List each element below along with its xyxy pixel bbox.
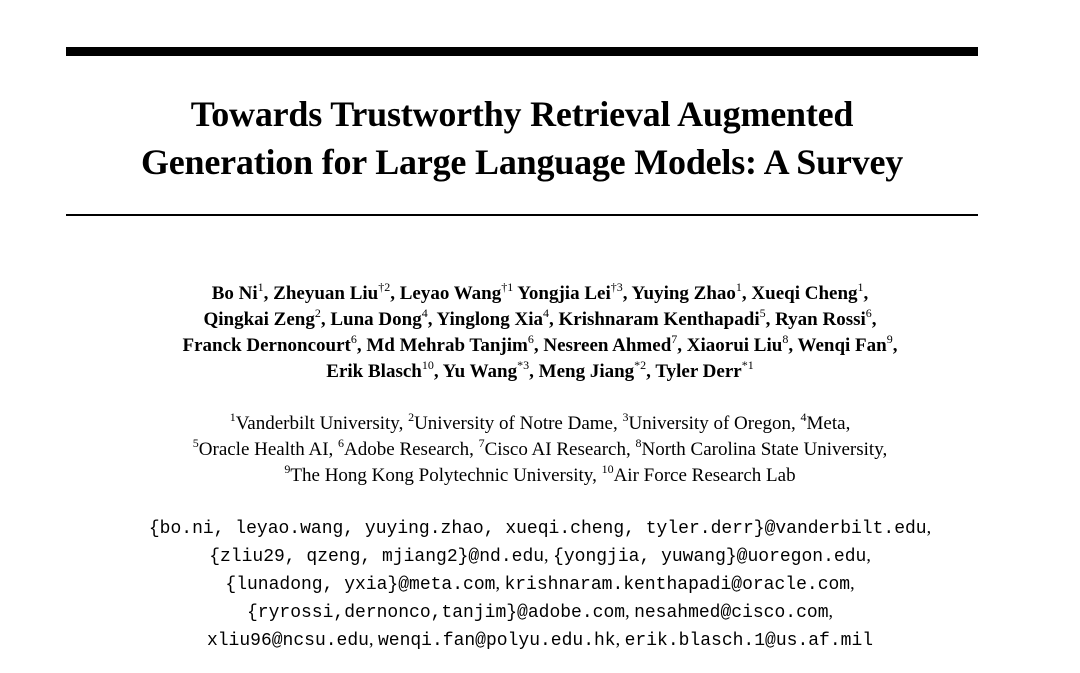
author-name: Yinglong Xia (436, 309, 543, 330)
affiliation-number: 8 (635, 435, 642, 450)
author-name: Tyler Derr (655, 361, 742, 382)
affiliation-name: University of Oregon (628, 413, 792, 434)
author-affiliation-mark: †3 (610, 279, 623, 294)
separator: , (788, 335, 798, 356)
author-name: Qingkai Zeng (203, 309, 315, 330)
author-name: Franck Dernoncourt (182, 335, 351, 356)
author-line (40, 333, 1040, 359)
separator: , (427, 309, 437, 330)
affiliation-name: North Carolina State University (641, 439, 883, 460)
email-line (40, 542, 1040, 570)
author-name: Krishnaram Kenthapadi (558, 309, 760, 330)
email-address: {yongjia, yuwang}@uoregon.edu (553, 547, 867, 567)
author-name: Wenqi Fan (797, 335, 887, 356)
author-affiliation-mark: 6 (350, 331, 357, 346)
author-affiliation-mark: 9 (886, 331, 893, 346)
separator: , (390, 283, 400, 304)
affiliation-name: Vanderbilt University (235, 413, 399, 434)
author-name: Zheyuan Liu (273, 283, 379, 304)
author-affiliation-mark: 1 (257, 279, 264, 294)
author-name: Xueqi Cheng (751, 283, 858, 304)
separator: , (863, 283, 869, 304)
email-address: krishnaram.kenthapadi@oracle.com (504, 575, 851, 595)
email-address: erik.blasch.1@us.af.mil (624, 631, 874, 651)
separator: , (882, 439, 888, 460)
affiliation-name: Cisco AI Research (484, 439, 626, 460)
affiliation-number: 4 (800, 409, 807, 424)
separator: , (398, 413, 409, 434)
affiliation-number: 5 (192, 435, 199, 450)
author-affiliation-mark: 7 (671, 331, 678, 346)
author-affiliation-mark: 1 (857, 279, 864, 294)
separator: , (677, 335, 687, 356)
separator: , (592, 465, 602, 486)
affiliation-number: 10 (601, 461, 614, 476)
separator: , (926, 517, 932, 537)
separator: , (622, 283, 632, 304)
separator: , (433, 361, 443, 382)
separator: , (791, 413, 801, 434)
separator: , (828, 601, 833, 621)
affiliation-line (40, 411, 1040, 437)
separator: , (615, 629, 625, 649)
email-address: {zliu29, qzeng, mjiang2}@nd.edu (209, 547, 545, 567)
separator: , (612, 413, 623, 434)
affiliation-line (40, 437, 1040, 463)
separator: , (469, 439, 479, 460)
separator: , (356, 335, 367, 356)
separator: , (533, 335, 544, 356)
email-line (40, 570, 1040, 598)
author-affiliation-mark: †2 (378, 279, 391, 294)
affiliation-name: Adobe Research (344, 439, 470, 460)
separator: , (646, 361, 656, 382)
separator: , (765, 309, 776, 330)
email-address: wenqi.fan@polyu.edu.hk (377, 631, 616, 651)
author-line (40, 359, 1040, 385)
separator: , (320, 309, 331, 330)
email-line (40, 626, 1040, 654)
author-affiliation-mark: 6 (527, 331, 534, 346)
separator: , (544, 545, 554, 565)
author-affiliation-mark: 6 (865, 305, 872, 320)
author-affiliation-mark: *2 (634, 357, 647, 372)
author-affiliation-mark: 2 (314, 305, 321, 320)
author-name: Md Mehrab Tanjim (366, 335, 528, 356)
author-affiliation-mark: 4 (421, 305, 428, 320)
author-name: Bo Ni (211, 283, 258, 304)
author-name: Xiaorui Liu (686, 335, 783, 356)
author-affiliation-mark: *1 (741, 357, 754, 372)
author-name: Nesreen Ahmed (543, 335, 672, 356)
author-affiliation-mark: 5 (759, 305, 766, 320)
affiliation-name: Air Force Research Lab (613, 465, 796, 486)
affiliation-number: 3 (622, 409, 629, 424)
separator: , (892, 335, 898, 356)
title-line-1: Towards Trustworthy Retrieval Augmented (190, 94, 854, 134)
email-address: xliu96@ncsu.edu (206, 631, 369, 651)
author-line (40, 307, 1040, 333)
author-affiliation-mark: 10 (421, 357, 434, 372)
author-affiliation-mark: †1 (501, 279, 514, 294)
separator: , (850, 573, 855, 593)
affiliation-name: Meta (806, 413, 846, 434)
top-rule (66, 47, 978, 56)
separator: , (625, 601, 635, 621)
affiliation-number: 7 (478, 435, 485, 450)
email-address: {bo.ni, leyao.wang, yuying.zhao, xueqi.cheng, tyler.derr}@vanderbilt.edu (148, 519, 927, 539)
affiliation-list (40, 411, 1040, 489)
author-affiliation-mark: 8 (782, 331, 789, 346)
separator: , (741, 283, 752, 304)
affiliation-name: The Hong Kong Polytechnic University (290, 465, 593, 486)
separator: , (263, 283, 274, 304)
separator: , (368, 629, 378, 649)
email-list (40, 514, 1040, 654)
separator: , (866, 545, 871, 565)
author-affiliation-mark: *3 (517, 357, 530, 372)
affiliation-number: 6 (338, 435, 345, 450)
separator: , (871, 309, 877, 330)
email-line (40, 514, 1040, 542)
author-name: Leyao Wang (399, 283, 502, 304)
affiliation-name: University of Notre Dame (414, 413, 613, 434)
author-name: Erik Blasch (326, 361, 422, 382)
author-name: Yongjia Lei (517, 283, 611, 304)
affiliation-number: 9 (284, 461, 291, 476)
author-name: Yu Wang (442, 361, 518, 382)
affiliation-number: 2 (408, 409, 415, 424)
separator: , (845, 413, 851, 434)
author-name: Luna Dong (330, 309, 422, 330)
separator: , (625, 439, 636, 460)
email-address: {ryrossi,dernonco,tanjim}@adobe.com (247, 603, 626, 623)
author-list (40, 281, 1040, 385)
author-name: Yuying Zhao (631, 283, 736, 304)
separator: , (548, 309, 559, 330)
email-address: {lunadong, yxia}@meta.com (225, 575, 496, 595)
title-line-2: Generation for Large Language Models: A Survey (140, 142, 904, 182)
author-name: Ryan Rossi (775, 309, 866, 330)
author-affiliation-mark: 1 (735, 279, 742, 294)
affiliation-name: Oracle Health AI (198, 439, 329, 460)
author-name: Meng Jiang (538, 361, 635, 382)
bottom-rule (66, 214, 978, 216)
separator: , (328, 439, 339, 460)
separator: , (529, 361, 539, 382)
affiliation-number: 1 (229, 409, 236, 424)
email-address: nesahmed@cisco.com (634, 603, 829, 623)
paper-title (66, 90, 978, 186)
email-line (40, 598, 1040, 626)
author-line (40, 281, 1040, 307)
affiliation-line (40, 463, 1040, 489)
separator: , (495, 573, 505, 593)
author-affiliation-mark: 4 (542, 305, 549, 320)
